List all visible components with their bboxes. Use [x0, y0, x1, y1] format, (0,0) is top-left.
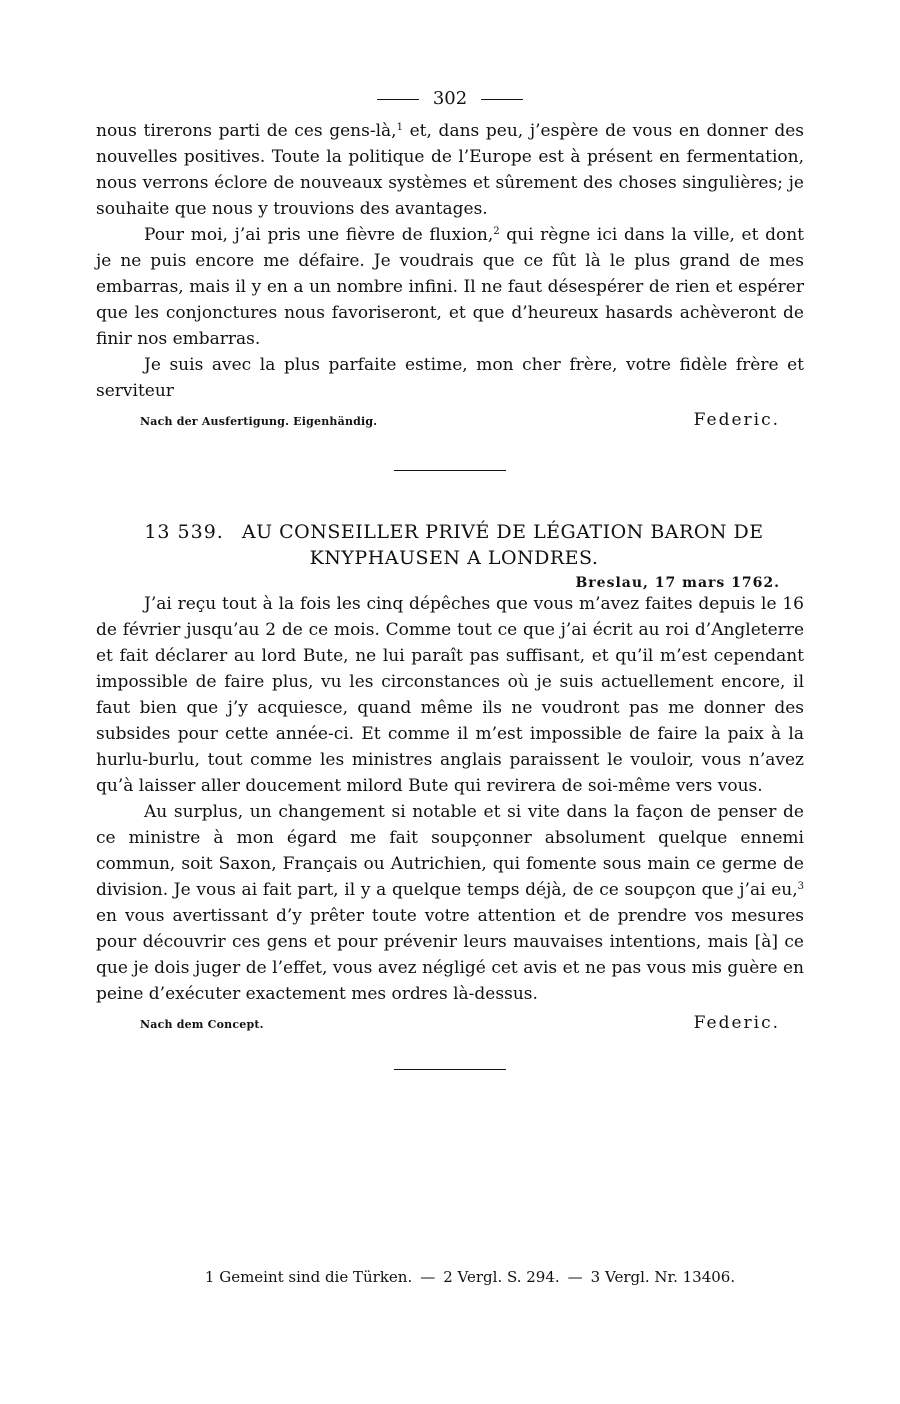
- letter1-paragraph-2: [96, 222, 804, 352]
- letter2-paragraph-2-text-b: en vous avertissant d’y prêter toute votre attention et de prendre vos mesures pour découvrir ces gens et pour prévenir leurs mauvaises intentions, mais [à] ce que je dois juger de l’effet, vous avez négligé cet avis et ne pas vous mis guère en peine d’exécuter exactement mes ordres là-dessus.: [96, 906, 804, 1004]
- letter1-paragraph-2-text-a: Pour moi, j’ai pris une fièvre de fluxion,: [144, 225, 494, 245]
- letter1-paragraph-2-text-b: qui règne ici dans la ville, et dont je ne puis encore me défaire. Je voudrais que ce fût là le plus grand de mes embarras, mais il y en a un nombre infini. Il ne faut désespérer de rien et espérer que les conjonctures nous favoriseront, et que d’heureux hasards achèveront de finir nos embarras.: [96, 225, 804, 349]
- letter1-signature: Federic.: [693, 410, 780, 430]
- footnote-1: 1 Gemeint sind die Türken.: [204, 1268, 413, 1286]
- letter1-source-note: Nach der Ausfertigung. Eigenhändig.: [140, 415, 378, 428]
- footnote-ref-2: 2: [493, 226, 500, 237]
- footnote-ref-3: 3: [797, 881, 804, 892]
- letter2-paragraph-1: J’ai reçu tout à la fois les cinq dépêches que vous m’avez faites depuis le 16 de février jusqu’au 2 de ce mois. Comme tout ce que j’ai écrit au roi d’Angleterre et fait déclarer au lord Bute, ne lui paraît pas suffisant, et qu’il m’est cependant impossible de faire plus, vu les circonstances où je suis actuellement encore, il faut bien que j’y acquiesce, quand même ils ne voudront pas me donner des subsides pour cette année-ci. Et comme il m’est impossible de faire la paix à la hurlu-burlu, tout comme les ministres anglais paraissent le vouloir, vous n’avez qu’à laisser aller doucement milord Bute qui revirera de soi-même vers vous.: [96, 594, 804, 796]
- letter2-footer: [96, 1013, 804, 1033]
- header-dash-left: [377, 99, 419, 100]
- footnote-divider: [394, 1069, 506, 1070]
- letter2-heading: [96, 519, 804, 571]
- letter1-footer: [96, 410, 804, 430]
- letter2-signature: Federic.: [693, 1013, 780, 1033]
- page-number: 302: [432, 88, 468, 109]
- letter2-addressee: AU CONSEILLER PRIVÉ DE LÉGATION BARON DE KNYPHAUSEN A LONDRES.: [241, 521, 764, 569]
- letter1-closing: Je suis avec la plus parfaite estime, mon cher frère, votre fidèle frère et serviteur: [96, 355, 804, 401]
- letter2-dateline: Breslau, 17 mars 1762.: [575, 575, 780, 591]
- letter2-number: 13 539.: [144, 521, 224, 543]
- letter2-paragraph-2-text-a: Au surplus, un changement si notable et si vite dans la façon de penser de ce ministre à mon égard me fait soupçonner absolument quelque ennemi commun, soit Saxon, Français ou Autrichien, qui fomente sous main ce germe de division. Je vous ai fait part, il y a quelque temps déjà, de ce soupçon que j’ai eu,: [96, 802, 804, 900]
- footnote-2: 2 Vergl. S. 294.: [443, 1268, 560, 1286]
- header-dash-right: [481, 99, 523, 100]
- footnote-separator-1: —: [420, 1268, 436, 1286]
- footnote-ref-1: 1: [396, 122, 403, 133]
- page-header: [96, 86, 804, 112]
- letter1-paragraph-1-text-a: nous tirerons parti de ces gens-là,: [96, 121, 397, 141]
- letter1-paragraph-1: [96, 118, 804, 222]
- footnote-separator-2: —: [567, 1268, 583, 1286]
- letter2-source-note: Nach dem Concept.: [140, 1018, 264, 1031]
- section-divider: [394, 470, 506, 471]
- page-body: [96, 86, 804, 1070]
- footnote-3: 3 Vergl. Nr. 13406.: [590, 1268, 736, 1286]
- letter2-paragraph-2: [96, 799, 804, 1007]
- letter1-paragraph-1-text-b: et, dans peu, j’espère de vous en donner des nouvelles positives. Toute la politique de l’Europe est à présent en fermentation, nous verrons éclore de nouveaux systèmes et sûrement des choses singulières; je souhaite que nous y trouvions des avantages.: [96, 121, 804, 219]
- footnotes: [96, 1266, 824, 1288]
